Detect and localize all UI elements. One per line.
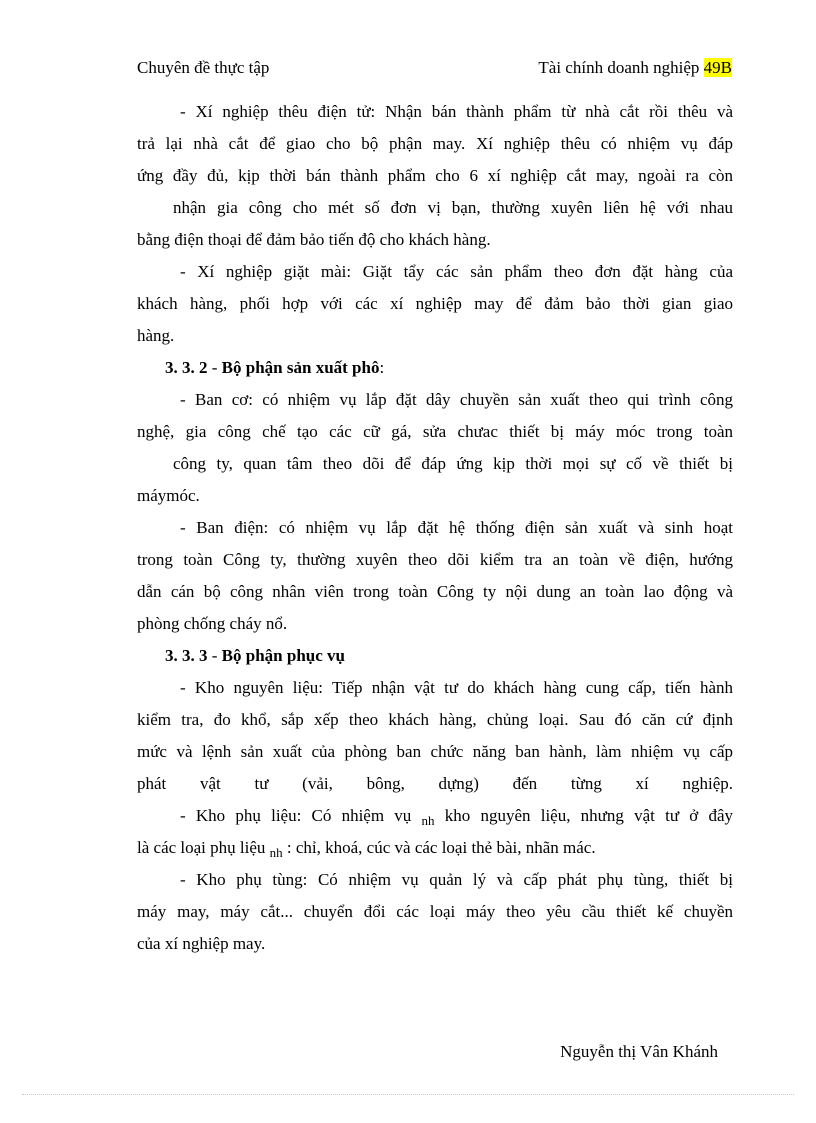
document-body	[137, 96, 733, 960]
heading-dash: -	[207, 358, 222, 377]
small-text: nh	[421, 813, 435, 828]
paragraph-xi-nghiep-theu	[137, 96, 733, 256]
text-segment: : chỉ, khoá, cúc và các loại thẻ bài, nhãn mác.	[286, 838, 596, 857]
word: tư	[254, 774, 269, 793]
text-line: phòng chống cháy nổ.	[137, 614, 288, 633]
paragraph-kho-phu-lieu	[137, 800, 733, 864]
header-highlight: 49B	[703, 58, 732, 77]
word: (vải,	[302, 774, 333, 793]
word: móc.	[166, 486, 200, 505]
word: máy	[137, 486, 167, 505]
word: phát	[137, 774, 167, 793]
heading-title: Bộ phận sản xuất phô	[221, 358, 380, 377]
signature: Nguyễn thị Vân Khánh	[560, 1042, 718, 1061]
text-line: ứng đầy đủ, kịp thời bán thành phẩm cho 6 xí nghiệp cắt may, ngoài ra còn	[137, 166, 733, 185]
text-line: của xí nghiệp may.	[137, 934, 266, 953]
text-line: kiểm tra, đo khổ, sắp xếp theo khách hàng, chủng loại. Sau đó căn cứ định	[137, 710, 733, 729]
text-line: - Xí nghiệp thêu điện tử: Nhận bán thành phẩm từ nhà cắt rồi thêu và	[180, 102, 733, 121]
word: dựng)	[438, 774, 479, 793]
word: bông,	[366, 774, 405, 793]
text-line: trong toàn Công ty, thường xuyên theo dõi kiểm tra an toàn về điện, hướng	[137, 550, 733, 569]
text-line: máy may, máy cắt... chuyển đổi các loại máy theo yêu cầu thiết kế chuyền	[137, 902, 733, 921]
text-line: - Kho nguyên liệu: Tiếp nhận vật tư do khách hàng cung cấp, tiến hành	[180, 678, 733, 697]
text-segment: - Kho phụ liệu: Có nhiệm vụ	[180, 806, 412, 825]
text-segment: kho nguyên liệu, nhưng vật tư ở đây	[444, 806, 734, 825]
word: nghiệp.	[682, 774, 734, 793]
word: từng	[570, 774, 602, 793]
text-line: nghệ, gia công chế tạo các cữ gá, sửa chưac thiết bị máy móc trong toàn	[137, 422, 733, 441]
header-left: Chuyên đề thực tập	[137, 58, 270, 77]
heading-colon: :	[379, 358, 385, 377]
text-line: - Kho phụ tùng: Có nhiệm vụ quản lý và cấp phát phụ tùng, thiết bị	[180, 870, 733, 889]
text-line: trả lại nhà cắt để giao cho bộ phận may. Xí nghiệp thêu có nhiệm vụ đáp	[137, 134, 733, 153]
text-line	[137, 768, 733, 800]
text-line: - Ban cơ: có nhiệm vụ lắp đặt dây chuyền sản xuất theo qui trình công	[180, 390, 733, 409]
heading-dash: -	[207, 646, 222, 665]
text-line	[137, 800, 733, 832]
heading-title: Bộ phận phục vụ	[221, 646, 345, 665]
text-line: dẫn cán bộ công nhân viên trong toàn Công ty nội dung an toàn lao động và	[137, 582, 733, 601]
text-line: khách hàng, phối hợp với các xí nghiệp may để đảm bảo thời gian giao	[137, 294, 733, 313]
paragraph-xi-nghiep-giat	[137, 256, 733, 352]
text-line: mức và lệnh sản xuất của phòng ban chức năng ban hành, làm nhiệm vụ cấp	[137, 742, 733, 761]
small-text: nh	[269, 845, 283, 860]
text-line	[137, 480, 733, 512]
page-bottom-divider	[22, 1094, 794, 1095]
text-line: - Ban điện: có nhiệm vụ lắp đặt hệ thống điện sản xuất và sinh hoạt	[180, 518, 733, 537]
paragraph-kho-nguyen-lieu	[137, 672, 733, 800]
text-segment: là các loại phụ liệu	[137, 838, 266, 857]
header-right-text: Tài chính doanh nghiệp	[538, 58, 704, 77]
section-heading-3-3-3	[137, 640, 733, 672]
paragraph-kho-phu-tung	[137, 864, 733, 960]
word: đến	[512, 774, 538, 793]
header-right	[538, 58, 732, 78]
text-line: công ty, quan tâm theo dõi để đáp ứng kịp thời mọi sự cố về thiết bị	[173, 454, 733, 473]
text-line: nhận gia công cho mét số đơn vị bạn, thường xuyên liên hệ với nhau	[173, 198, 733, 217]
word: xí	[635, 774, 649, 793]
text-line	[137, 832, 733, 864]
text-line: hàng.	[137, 326, 175, 345]
paragraph-ban-dien	[137, 512, 733, 640]
word: vật	[200, 774, 221, 793]
heading-number: 3. 3. 3	[165, 646, 208, 665]
text-line: bằng điện thoại để đảm bảo tiến độ cho khách hàng.	[137, 230, 491, 249]
section-heading-3-3-2	[137, 352, 733, 384]
paragraph-ban-co	[137, 384, 733, 512]
text-line: - Xí nghiệp giặt mài: Giặt tẩy các sản phẩm theo đơn đặt hàng của	[180, 262, 733, 281]
heading-number: 3. 3. 2	[165, 358, 208, 377]
